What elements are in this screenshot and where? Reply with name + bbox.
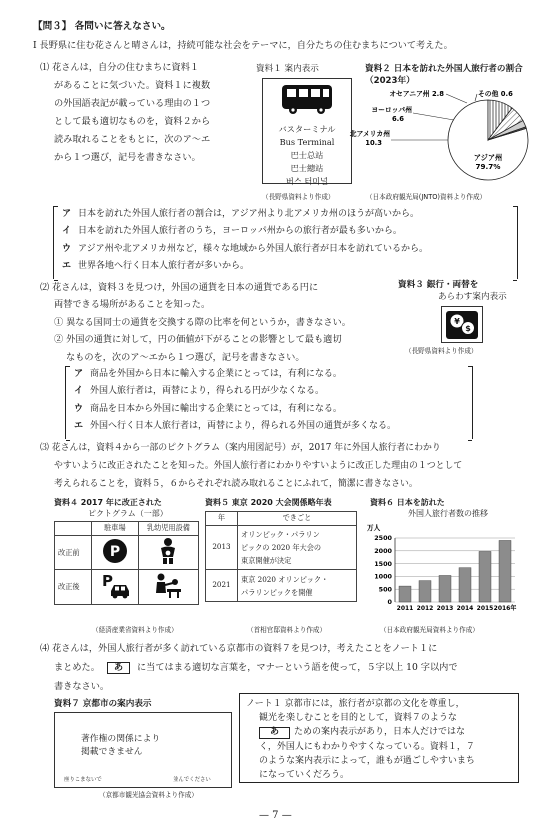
material6-title-1: 資料６ 日本を訪れた: [370, 498, 445, 507]
question-header: 【問３】 各問いに答えなさい。: [33, 21, 171, 32]
q4-line1: ⑷ 花さんは，外国人旅行者が多く訪れている京都市の資料７を見つけ，考えたことをノート１に: [40, 643, 438, 654]
material2-title: [365, 63, 535, 87]
col-header: 駐車場: [92, 522, 139, 536]
event-line: パラリンピックを開催: [241, 587, 313, 597]
pie-label: 北アメリカ州: [349, 130, 390, 138]
pie-label: その他 0.6: [478, 90, 513, 98]
q4-line3: 書きなさい。: [54, 681, 110, 692]
option-text: 外国人旅行者は，両替により，得られる円が少なくなる。: [90, 386, 325, 396]
option-text: 日本を訪れた外国人旅行者の割合は，アジア州より北アメリカ州のほうが高いから。: [78, 209, 420, 219]
y-tick-label: 1000: [374, 572, 392, 581]
material2-source: （日本政府観光局(JNTO)資料より作成）: [366, 193, 487, 201]
q4-line2: [54, 661, 458, 674]
y-tick-label: 2000: [374, 547, 392, 555]
option-key: エ: [62, 261, 72, 271]
q2-option-d[interactable]: [74, 420, 396, 433]
y-tick-label: 1500: [374, 559, 392, 568]
q1-line: ⑴ 花さんは，自分の住むまちに資料１: [40, 62, 200, 73]
material5-title-text: 資料５ 東京 2020 大会関係略年表: [205, 498, 332, 507]
material4-title-2: ピクトグラム（一部）: [88, 509, 168, 518]
pie-label: オセアニア州 2.8: [389, 90, 444, 98]
baby-facility-icon: [154, 537, 182, 565]
material7-source: （京都市観光協会資料より作成）: [99, 791, 198, 799]
option-text: アジア州や北アメリカ州など，様々な地域から外国人旅行者が日本を訪れているから。: [78, 244, 429, 254]
corner-cell: [55, 522, 92, 536]
q3-line2: やすいように改正されたことを知った。外国人旅行者にわかりやすいように改正した理由の１つとして: [54, 461, 463, 471]
svg-text:P: P: [101, 572, 113, 591]
material7-title-text: 資料７ 京都市の案内表示: [54, 699, 152, 709]
row-header: 改正前: [55, 536, 92, 570]
page-number: — 7 —: [259, 810, 292, 821]
note1-box: [239, 693, 519, 783]
x-tick-label: 2013: [436, 605, 454, 612]
sign-text-zh-s: 巴士总站: [290, 150, 324, 161]
material4-title: [54, 497, 168, 519]
col-header: 乳幼児用設備: [138, 522, 198, 536]
x-tick-label: 2012: [416, 605, 434, 612]
q1-line: から１つ選び，記号を書きなさい。: [54, 152, 201, 163]
pie-label: ヨーロッパ州: [371, 106, 412, 114]
svg-text:¥: ¥: [454, 316, 460, 326]
option-text: 商品を外国から日本に輸入する企業にとっては，有利になる。: [90, 369, 342, 379]
note-line-text: ための案内表示があり，日本人だけではな: [294, 727, 466, 738]
x-tick-label: 2016年: [493, 605, 517, 612]
event-line: ピックの 2020 年大会の: [241, 543, 322, 552]
note-line: になっていくだろう。: [259, 770, 350, 781]
material4-source: （経済産業省資料より作成）: [92, 626, 178, 634]
option-key: ウ: [62, 244, 72, 254]
bar-chart: [363, 522, 523, 618]
row-header: 改正後: [55, 570, 92, 604]
note-line: のような案内表示によって，誰もが過ごしやすいまち: [259, 755, 475, 766]
placeholder-line: 著作権の関係により: [81, 734, 161, 744]
svg-text:$: $: [465, 323, 471, 333]
currency-exchange-icon: [445, 310, 479, 340]
material6-source: （日本政府観光局資料より作成）: [380, 626, 479, 634]
y-tick-label: 500: [378, 585, 392, 594]
bus-icon: [263, 79, 351, 117]
q1-option-a[interactable]: [62, 208, 419, 221]
event-line: オリンピック・パラリン: [241, 530, 320, 539]
q1-line: として最も適切なものを，資料２から: [54, 116, 211, 127]
pie-value: 79.7%: [475, 162, 501, 171]
option-key: ア: [74, 369, 84, 379]
q2-sub1: ① 異なる国同士の通貨を交換する際の比率を何というか，書きなさい。: [54, 317, 351, 328]
material3-source: （長野県資料より作成）: [405, 347, 478, 355]
event-cell: [238, 526, 357, 570]
material6-title-2: 外国人旅行者数の推移: [408, 509, 488, 518]
q2-sub2-line2: なものを，次のア～エから１つ選び，記号を書きなさい。: [66, 352, 305, 363]
parking-new-cell: [92, 570, 139, 604]
material5-table: [205, 511, 357, 602]
material1-title: 資料１ 案内表示: [256, 64, 319, 74]
col-header: 年: [206, 512, 238, 526]
y-axis-unit: 万人: [367, 524, 381, 532]
q3-line3: 考えられることを，資料５，６からそれぞれ読み取れることにふれて，簡潔に書きなさい。: [54, 479, 418, 489]
bar: [459, 568, 471, 602]
bar: [499, 540, 511, 602]
option-text: 日本を訪れた外国人旅行者のうち，ヨーロッパ州からの旅行者が最も多いから。: [78, 226, 402, 236]
baby-old-cell: [138, 536, 198, 570]
q1-line: があることに気づいた。資料１に複数: [54, 80, 211, 91]
material7-title: [54, 698, 152, 710]
sign-text-zh-t: 巴士總站: [290, 163, 324, 174]
q1-option-b[interactable]: [62, 225, 402, 238]
pie-label: アジア州: [473, 153, 503, 162]
material4-title-1: 資料４ 2017 年に改正された: [54, 498, 162, 507]
event-cell: [238, 570, 357, 602]
year-cell: 2013: [206, 526, 238, 570]
material3-title-1: 資料３ 銀行・両替を: [398, 280, 479, 290]
note-line: [246, 725, 475, 739]
answer-blank: あ: [107, 662, 130, 674]
option-key: ア: [62, 209, 72, 219]
note-line-text: ノート１ 京都市には，旅行者が京都の文化を尊重し，: [246, 699, 465, 709]
bar: [419, 581, 431, 602]
parking-car-icon: [99, 571, 131, 599]
parking-icon: [102, 538, 128, 564]
event-line: 東京開催が決定: [241, 556, 292, 565]
pie-chart: [349, 88, 540, 192]
pie-leader-line: [413, 113, 454, 120]
option-key: ウ: [74, 404, 84, 414]
x-tick-label: 2015: [476, 605, 494, 612]
q2-sub2-line1: ② 外国の通貨に対して，円の価値が下がることの影響として最も適切: [54, 334, 342, 345]
option-key: イ: [62, 226, 72, 236]
material4-table: [54, 521, 199, 605]
material2-title-text: 資料２ 日本を訪れた外国人旅行者の割合（2023年）: [365, 64, 523, 86]
pie-value: 10.3: [365, 139, 382, 147]
option-text: 商品を日本から外国に輸出する企業にとっては，有利になる。: [90, 404, 342, 414]
bar: [399, 586, 411, 602]
material5-title: [205, 497, 332, 509]
q2-line2: 両替できる場所があることを知った。: [54, 299, 211, 310]
note-line: 観光を楽しむことを目的として，資料７のような: [259, 713, 457, 724]
q1-text: [40, 61, 240, 169]
x-tick-label: 2014: [456, 605, 474, 612]
pie-leader-line: [446, 94, 467, 103]
baby-new-cell: [138, 570, 198, 604]
material5-source: （首相官邸資料より作成）: [247, 626, 327, 634]
y-tick-label: 2500: [374, 534, 392, 543]
option-key: エ: [74, 421, 84, 431]
option-key: イ: [74, 386, 84, 396]
pie-leader-line: [475, 94, 477, 101]
bar: [479, 551, 491, 602]
q2-option-b[interactable]: [74, 385, 324, 398]
q2-option-c[interactable]: [74, 403, 342, 416]
sign-text-en: Bus Terminal: [279, 137, 335, 148]
y-tick-label: 0: [387, 598, 392, 607]
material7-image-placeholder: [54, 712, 232, 788]
svg-text:P: P: [109, 544, 121, 560]
sign-text-ja: バスターミナル: [278, 124, 336, 135]
material1-sign: [262, 78, 352, 187]
q4-line2-rest: に当てはまる適切な言葉を，マナーという語を使って，５字以上 10 字以内で: [136, 662, 458, 673]
material6-title: [370, 497, 488, 519]
material3-title-2: あらわす案内表示: [438, 292, 507, 302]
x-tick-label: 2011: [396, 605, 414, 612]
note-line: [246, 697, 475, 711]
option-text: 外国へ行く日本人旅行者は，両替により，得られる外国の通貨が多くなる。: [90, 421, 397, 431]
q2-option-a[interactable]: [74, 368, 342, 381]
note-line: く，外国人にもわかりやすくなっている。資料１，７: [259, 741, 475, 752]
pie-value: 6.6: [391, 115, 404, 123]
q1-option-d[interactable]: [62, 260, 249, 273]
material3-title: [398, 279, 507, 303]
option-text: 世界各地へ行く日本人旅行者が多いから。: [78, 261, 250, 271]
q1-line: の外国語表記が載っている理由の１つ: [54, 98, 211, 109]
q1-option-c[interactable]: [62, 243, 428, 256]
note-blank: あ: [259, 727, 290, 739]
sign-text-ko: 버스 터미널: [285, 176, 329, 187]
placeholder-line: 掲載できません: [81, 747, 143, 757]
material1-source: （長野県資料より作成）: [262, 193, 335, 201]
material3-sign: [441, 306, 483, 343]
q1-line: 読み取れることをもとに，次のア～エ: [54, 134, 211, 145]
col-header: できごと: [238, 512, 357, 526]
part1-intro: Ⅰ 長野県に住む花さんと晴さんは，持続可能な社会をテーマに，自分たちの住むまちについて考えた。: [33, 40, 453, 51]
year-cell: 2021: [206, 570, 238, 602]
sign-small-text: 座りこまないで: [64, 777, 102, 783]
q2-line1: ⑵ 花さんは，資料３を見つけ，外国の通貨を日本の通貨である円に: [40, 282, 319, 293]
baby-care-icon: [153, 571, 183, 599]
q4-line2-text: まとめた。: [54, 662, 100, 673]
q3-line1: ⑶ 花さんは，資料４から一部のピクトグラム（案内用図記号）が，2017 年に外国人旅行者にわかり: [40, 443, 441, 453]
bar: [439, 575, 451, 602]
sign-small-text: 並んでください: [173, 777, 211, 783]
event-line: 東京 2020 オリンピック・: [241, 574, 329, 584]
parking-old-cell: [92, 536, 139, 570]
